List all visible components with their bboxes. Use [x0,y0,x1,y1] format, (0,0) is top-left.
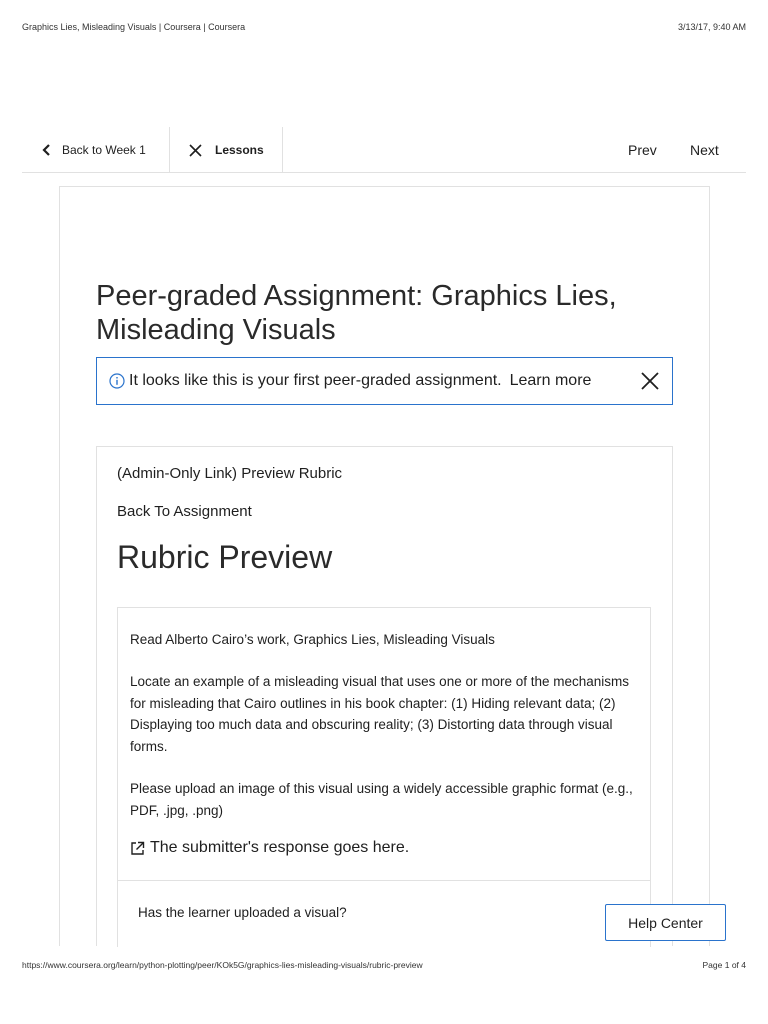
lessons-toggle-button[interactable] [169,127,283,173]
print-footer [22,960,746,974]
rubric-question-1: Has the learner uploaded a visual? [138,905,347,920]
first-assignment-notice [96,357,673,405]
prompt-paragraph-3: Please upload an image of this visual using a widely accessible graphic format (e.g., PDF, .jpg, .png) [130,781,633,818]
chevron-left-icon [42,144,51,156]
learn-more-link[interactable]: Learn more [509,372,592,389]
lessons-label: Lessons [215,143,264,157]
prompt-paragraph-2: Locate an example of a misleading visual that uses one or more of the mechanisms for misleading that Cairo outlines in his book chapter: (1) Hiding relevant data; (2) Displaying too much data and obscuring reality; (3) Distorting data through visual forms. [130,674,630,754]
print-footer-page: Page 1 of 4 [702,960,746,970]
external-link-icon [130,841,145,856]
admin-preview-rubric-link[interactable]: (Admin-Only Link) Preview Rubric [117,465,343,482]
notice-text: It looks like this is your first peer-graded assignment. [129,372,502,389]
print-header [22,22,746,36]
submitter-response-text: The submitter's response goes here. [150,839,410,856]
info-icon [109,373,125,389]
help-center-button[interactable]: Help Center [605,904,726,941]
lesson-navbar [22,127,746,173]
page-title: Peer-graded Assignment: Graphics Lies, Misleading Visuals [96,280,617,346]
print-header-title: Graphics Lies, Misleading Visuals | Coursera | Coursera [22,22,246,32]
back-to-assignment-link[interactable]: Back To Assignment [117,503,252,520]
prev-button[interactable]: Prev [628,142,657,158]
print-footer-url: https://www.coursera.org/learn/python-plotting/peer/KOk5G/graphics-lies-misleading-visuals/rubric-preview [22,960,423,970]
back-to-week-button[interactable] [22,127,169,173]
submitter-response [130,839,409,857]
rubric-prompt-box [117,607,651,947]
back-to-week-label: Back to Week 1 [62,143,146,157]
next-button[interactable]: Next [690,142,719,158]
rubric-preview-title: Rubric Preview [117,539,333,575]
prompt-paragraph-1: Read Alberto Cairo’s work, Graphics Lies, Misleading Visuals [130,632,495,647]
print-header-datetime: 3/13/17, 9:40 AM [677,22,746,32]
prompt-divider [117,880,651,881]
close-icon[interactable] [640,371,660,391]
close-icon [189,144,202,157]
